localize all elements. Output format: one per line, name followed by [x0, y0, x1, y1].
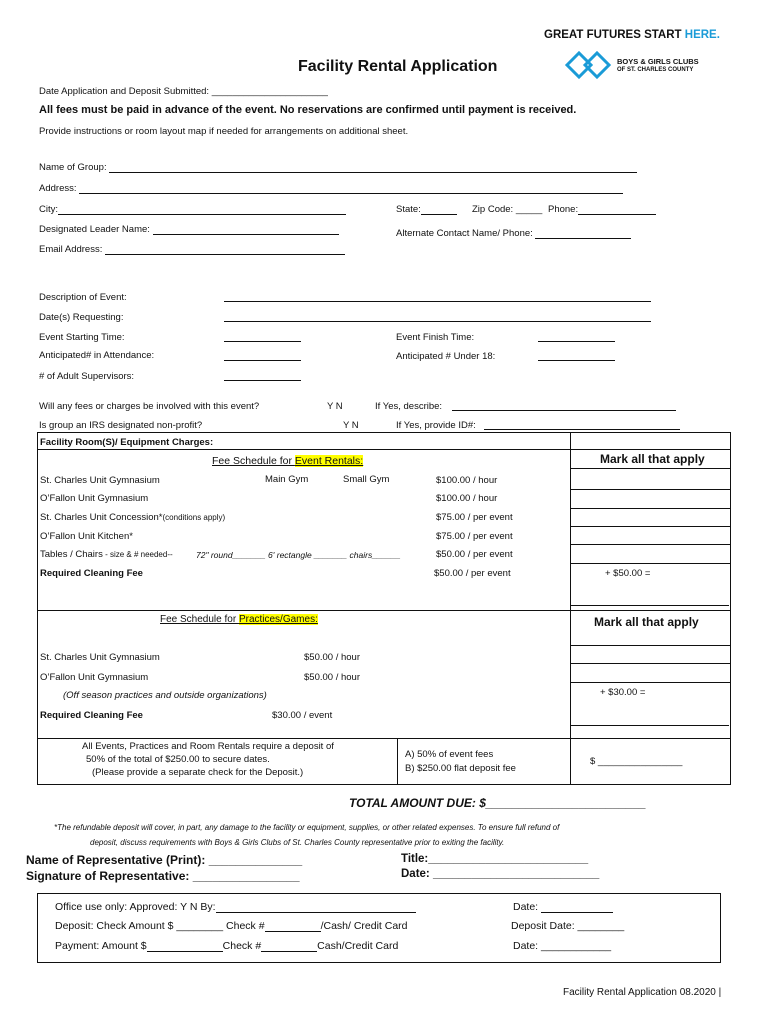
office-date1[interactable] — [513, 901, 613, 913]
irs-yes-no[interactable]: Y N — [343, 420, 359, 431]
footnote-line1-b: To ensure full refund of — [475, 823, 560, 832]
rentals-heading-prefix: Fee Schedule for — [212, 455, 295, 467]
under18-label: Anticipated # Under 18: — [396, 351, 496, 362]
provide-id-label: If Yes, provide ID#: — [396, 420, 476, 431]
state-line — [421, 205, 457, 215]
city-field[interactable] — [39, 204, 346, 215]
address-field[interactable] — [39, 183, 623, 194]
table-heading-rule — [37, 449, 731, 450]
practice-name-1: O’Fallon Unit Gymnasium — [40, 672, 149, 683]
cleaning-fee-mark[interactable]: + $50.00 = — [605, 568, 651, 579]
address-label: Address: — [39, 183, 77, 194]
state-field[interactable] — [396, 204, 457, 215]
page-title: Facility Rental Application — [298, 58, 498, 75]
date-submitted: Date Application and Deposit Submitted: ______________________ — [39, 86, 328, 97]
rental-name-4-text: Tables / Chairs — [40, 549, 103, 560]
slogan-main: GREAT FUTURES START — [544, 29, 685, 41]
mark-rule-4 — [570, 526, 731, 527]
city-label: City: — [39, 204, 58, 215]
page-footer: Facility Rental Application 08.2020 | — [563, 987, 722, 998]
deposit-line1: All Events, Practices and Room Rentals require a deposit of — [82, 741, 334, 752]
city-line — [58, 205, 346, 215]
practice-name-0: St. Charles Unit Gymnasium — [40, 652, 160, 663]
small-gym-label: Small Gym — [343, 474, 390, 485]
alternate-line — [535, 229, 631, 239]
sign-date-field[interactable]: Date: __________________________ — [401, 868, 600, 880]
footnote-line1 — [54, 823, 559, 832]
rental-name-0: St. Charles Unit Gymnasium — [40, 475, 160, 486]
office-deposit-date[interactable]: Deposit Date: ________ — [511, 920, 625, 932]
provide-id-line[interactable] — [484, 429, 680, 430]
practice-price-0: $50.00 / hour — [304, 652, 360, 663]
leader-line — [153, 225, 339, 235]
mark-rule-9 — [570, 682, 731, 683]
mark-rule-3 — [570, 508, 731, 509]
club-logo — [565, 50, 613, 83]
attendance-line[interactable] — [224, 360, 301, 361]
rental-note-2: (conditions apply) — [162, 513, 226, 522]
fees-notice: All fees must be paid in advance of the event. No reservations are confirmed until payment is received. — [39, 104, 577, 116]
deposit-rule — [37, 738, 731, 739]
attendance-label: Anticipated# in Attendance: — [39, 350, 155, 361]
rep-print-field[interactable]: Name of Representative (Print): ______________ — [26, 853, 303, 867]
supervisors-line[interactable] — [224, 380, 301, 381]
office-date3[interactable]: Date: ____________ — [513, 940, 612, 952]
office-approved[interactable] — [55, 901, 416, 913]
finish-line[interactable] — [538, 341, 615, 342]
rental-price-1: $100.00 / hour — [436, 493, 498, 504]
office-by-line — [216, 903, 416, 913]
deposit-option-a[interactable]: A) 50% of event fees — [405, 749, 494, 760]
deposit-col-rule — [397, 738, 398, 785]
fees-yes-no[interactable]: Y N — [327, 401, 343, 412]
mark-all-practices: Mark all that apply — [594, 615, 699, 629]
mark-rule-7 — [570, 645, 731, 646]
office-deposit[interactable] — [55, 920, 408, 932]
leader-label: Designated Leader Name: — [39, 224, 150, 235]
rental-name-1: O’Fallon Unit Gymnasium — [40, 493, 149, 504]
mark-rule-2 — [570, 489, 731, 490]
leader-field[interactable] — [39, 224, 339, 235]
alternate-field[interactable] — [396, 228, 631, 239]
logo-line2: OF ST. CHARLES COUNTY — [617, 67, 694, 73]
start-label: Event Starting Time: — [39, 332, 125, 343]
office-date1-label: Date: — [513, 901, 539, 913]
cleaning-fee-price: $50.00 / per event — [434, 568, 511, 579]
club-logo-icon — [565, 50, 613, 80]
dates-label: Date(s) Requesting: — [39, 312, 124, 323]
footnote-line2: deposit, discuss requirements with Boys & Girls Clubs of St. Charles County representative prior to exiting the facility. — [90, 838, 505, 847]
deposit-line2: 50% of the total of $250.00 to secure dates. — [86, 754, 270, 765]
supervisors-label: # of Adult Supervisors: — [39, 371, 135, 382]
group-field[interactable] — [39, 162, 637, 173]
group-line — [109, 163, 637, 173]
office-payment-check-line — [261, 942, 317, 952]
mark-rule-5 — [570, 544, 731, 545]
state-label: State: — [396, 204, 421, 215]
office-payment-label: Payment: Amount $ — [55, 940, 147, 952]
offseason-note: (Off season practices and outside organizations) — [63, 690, 267, 701]
email-label: Email Address: — [39, 244, 103, 255]
fees-question: Will any fees or charges be involved with this event? — [39, 401, 260, 412]
mark-rule-1 — [570, 468, 731, 469]
tables-chairs-detail[interactable]: 72" round_______ 6' rectangle _______ chairs______ — [196, 550, 401, 560]
mark-all-rentals: Mark all that apply — [600, 452, 705, 466]
practices-heading — [160, 614, 318, 625]
office-date1-line — [541, 903, 613, 913]
deposit-line3: (Please provide a separate check for the Deposit.) — [92, 767, 304, 778]
rental-note-4: - size & # needed-- — [102, 550, 173, 559]
practice-price-1: $50.00 / hour — [304, 672, 360, 683]
description-line[interactable] — [224, 301, 651, 302]
office-deposit-label: Deposit: Check Amount $ ________ Check # — [55, 920, 265, 932]
office-payment[interactable] — [55, 940, 398, 952]
address-line — [79, 184, 623, 194]
section-rule — [37, 610, 731, 611]
phone-line — [578, 205, 656, 215]
finish-label: Event Finish Time: — [396, 332, 475, 343]
total-amount-due[interactable]: TOTAL AMOUNT DUE: $________________________ — [349, 796, 647, 810]
email-line — [105, 245, 345, 255]
slogan — [544, 29, 720, 41]
rep-signature-field[interactable]: Signature of Representative: ________________ — [26, 869, 300, 883]
practices-heading-prefix: Fee Schedule for — [160, 614, 239, 625]
rental-price-4: $50.00 / per event — [436, 549, 513, 560]
rental-name-2 — [40, 512, 225, 523]
deposit-mark[interactable]: $ ________________ — [590, 756, 683, 767]
alternate-label: Alternate Contact Name/ Phone: — [396, 228, 533, 239]
office-payment-amount-line — [147, 942, 223, 952]
rental-price-3: $75.00 / per event — [436, 531, 513, 542]
rental-name-4 — [40, 549, 173, 560]
cleaning2-mark[interactable]: + $30.00 = — [600, 687, 646, 698]
instructions: Provide instructions or room layout map if needed for arrangements on additional sheet. — [39, 126, 409, 137]
rental-price-2: $75.00 / per event — [436, 512, 513, 523]
office-deposit-check-line — [265, 922, 321, 932]
mark-rule-8 — [570, 663, 731, 664]
table-heading: Facility Room(S)/ Equipment Charges: — [40, 437, 214, 448]
logo-line1: BOYS & GIRLS CLUBS — [617, 57, 699, 66]
title-field[interactable]: Title:_________________________ — [401, 853, 589, 865]
practices-heading-highlight: Practices/Games: — [238, 614, 318, 625]
zip-field[interactable]: Zip Code: _____ — [472, 204, 543, 215]
rentals-heading — [212, 455, 363, 467]
office-deposit-tail: /Cash/ Credit Card — [320, 920, 408, 932]
describe-line[interactable] — [452, 410, 676, 411]
phone-field[interactable] — [548, 204, 656, 215]
rentals-heading-highlight: Event Rentals: — [294, 455, 364, 467]
irs-question: Is group an IRS designated non-profit? — [39, 420, 203, 431]
rental-price-0: $100.00 / hour — [436, 475, 498, 486]
cleaning2-label: Required Cleaning Fee — [40, 710, 143, 721]
table-column-rule — [570, 432, 571, 785]
slogan-accent: HERE. — [684, 29, 720, 41]
office-approved-label: Office use only: Approved: Y N By: — [55, 901, 216, 913]
cleaning-fee-label: Required Cleaning Fee — [40, 568, 143, 579]
description-label: Description of Event: — [39, 292, 127, 303]
phone-label: Phone: — [548, 204, 579, 215]
office-payment-check-label: Check # — [222, 940, 262, 952]
mark-rule-6 — [570, 563, 731, 564]
under18-line[interactable] — [538, 360, 615, 361]
start-line[interactable] — [224, 341, 301, 342]
cleaning-total-line[interactable] — [571, 605, 729, 606]
cleaning2-price: $30.00 / event — [272, 710, 333, 721]
describe-label: If Yes, describe: — [375, 401, 443, 412]
rental-name-3: O’Fallon Unit Kitchen* — [40, 531, 133, 542]
rental-name-2-text: St. Charles Unit Concession* — [40, 512, 163, 523]
footnote-line1-a: *The refundable deposit will cover, in part, any damage to the facility or equipment, supplies, or other related expenses. — [54, 823, 476, 832]
office-payment-tail: Cash/Credit Card — [317, 940, 399, 952]
dates-line[interactable] — [224, 321, 651, 322]
main-gym-label: Main Gym — [265, 474, 309, 485]
group-label: Name of Group: — [39, 162, 107, 173]
email-field[interactable] — [39, 244, 345, 255]
deposit-option-b[interactable]: B) $250.00 flat deposit fee — [405, 763, 516, 774]
cleaning2-total-line[interactable] — [571, 725, 729, 726]
